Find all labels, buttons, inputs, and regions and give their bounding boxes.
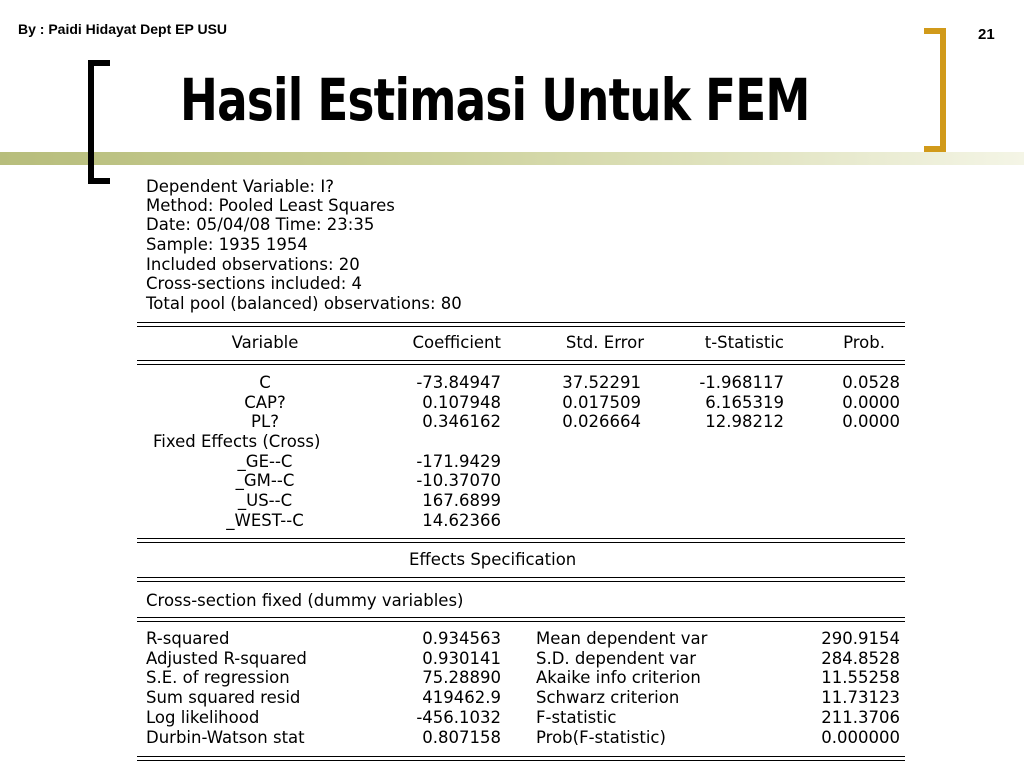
coefficient-value: -73.84947 [416, 373, 501, 392]
accent-bar [0, 152, 1024, 165]
col-header-t-statistic: t-Statistic [704, 333, 784, 352]
dependent-variable-line: Dependent Variable: I? [146, 177, 334, 196]
included-observations-line: Included observations: 20 [146, 255, 360, 274]
stat-value: 0.930141 [422, 649, 501, 668]
slide-title: Hasil Estimasi Untuk FEM [180, 66, 810, 134]
stat-value: 11.55258 [821, 668, 900, 687]
std-error-value: 37.52291 [562, 373, 641, 392]
effects-specification-title: Effects Specification [409, 550, 577, 569]
variable-name: CAP? [244, 393, 286, 412]
sample-line: Sample: 1935 1954 [146, 235, 308, 254]
stat-value: -456.1032 [416, 708, 501, 727]
stat-value: 284.8528 [821, 649, 900, 668]
stat-label: Mean dependent var [536, 629, 708, 648]
col-header-variable: Variable [231, 333, 299, 352]
col-header-coefficient: Coefficient [412, 333, 501, 352]
total-pool-line: Total pool (balanced) observations: 80 [146, 294, 462, 313]
stat-value: 11.73123 [821, 688, 900, 707]
stat-label: Log likelihood [146, 708, 260, 727]
stat-label: R-squared [146, 629, 230, 648]
stat-label: Adjusted R-squared [146, 649, 307, 668]
stat-label: S.D. dependent var [536, 649, 697, 668]
stat-value: 0.000000 [821, 728, 900, 747]
t-statistic-value: -1.968117 [699, 373, 784, 392]
variable-name: C [259, 373, 271, 392]
stat-value: 0.934563 [422, 629, 501, 648]
stat-label: Schwarz criterion [536, 688, 680, 707]
effects-top-rule [137, 538, 905, 543]
coefficient-value: 0.346162 [422, 412, 501, 431]
stat-label: Prob(F-statistic) [536, 728, 666, 747]
author-credit: By : Paidi Hidayat Dept EP USU [18, 21, 228, 37]
stat-value: 0.807158 [422, 728, 501, 747]
fixed-effect-name: _GE--C [237, 452, 293, 471]
stat-value: 211.3706 [821, 708, 900, 727]
effects-bottom-rule [137, 577, 905, 582]
header-bottom-rule [137, 360, 905, 365]
fixed-effect-name: _GM--C [235, 471, 295, 490]
stat-label: S.E. of regression [146, 668, 290, 687]
stat-label: Akaike info criterion [536, 668, 701, 687]
t-statistic-value: 6.165319 [705, 393, 784, 412]
cross-section-fixed-row: Cross-section fixed (dummy variables) [146, 591, 464, 610]
prob-value: 0.0528 [842, 373, 900, 392]
stat-label: F-statistic [536, 708, 617, 727]
fixed-effects-label: Fixed Effects (Cross) [153, 432, 321, 451]
stat-value: 290.9154 [821, 629, 900, 648]
std-error-value: 0.026664 [562, 412, 641, 431]
fixed-effect-value: -10.37070 [416, 471, 501, 490]
stat-value: 419462.9 [422, 688, 501, 707]
table-bottom-rule [137, 756, 905, 761]
fixed-effect-value: 14.62366 [422, 511, 501, 530]
stat-label: Durbin-Watson stat [146, 728, 305, 747]
date-time-line: Date: 05/04/08 Time: 23:35 [146, 215, 375, 234]
fixed-effect-name: _US--C [237, 491, 293, 510]
fixed-effect-name: _WEST--C [226, 511, 304, 530]
fixed-effect-value: -171.9429 [416, 452, 501, 471]
table-top-rule [137, 322, 905, 327]
stat-label: Sum squared resid [146, 688, 301, 707]
cross-sections-line: Cross-sections included: 4 [146, 274, 363, 293]
col-header-prob: Prob. [843, 333, 885, 352]
stat-value: 75.28890 [422, 668, 501, 687]
col-header-std-error: Std. Error [565, 333, 644, 352]
coefficient-value: 0.107948 [422, 393, 501, 412]
method-line: Method: Pooled Least Squares [146, 196, 395, 215]
right-bracket-decoration [924, 28, 946, 152]
prob-value: 0.0000 [842, 412, 900, 431]
left-bracket-decoration [88, 60, 110, 184]
variable-name: PL? [251, 412, 279, 431]
std-error-value: 0.017509 [562, 393, 641, 412]
page-number: 21 [978, 26, 995, 43]
stats-top-rule [137, 617, 905, 622]
prob-value: 0.0000 [842, 393, 900, 412]
t-statistic-value: 12.98212 [705, 412, 784, 431]
fixed-effect-value: 167.6899 [422, 491, 501, 510]
